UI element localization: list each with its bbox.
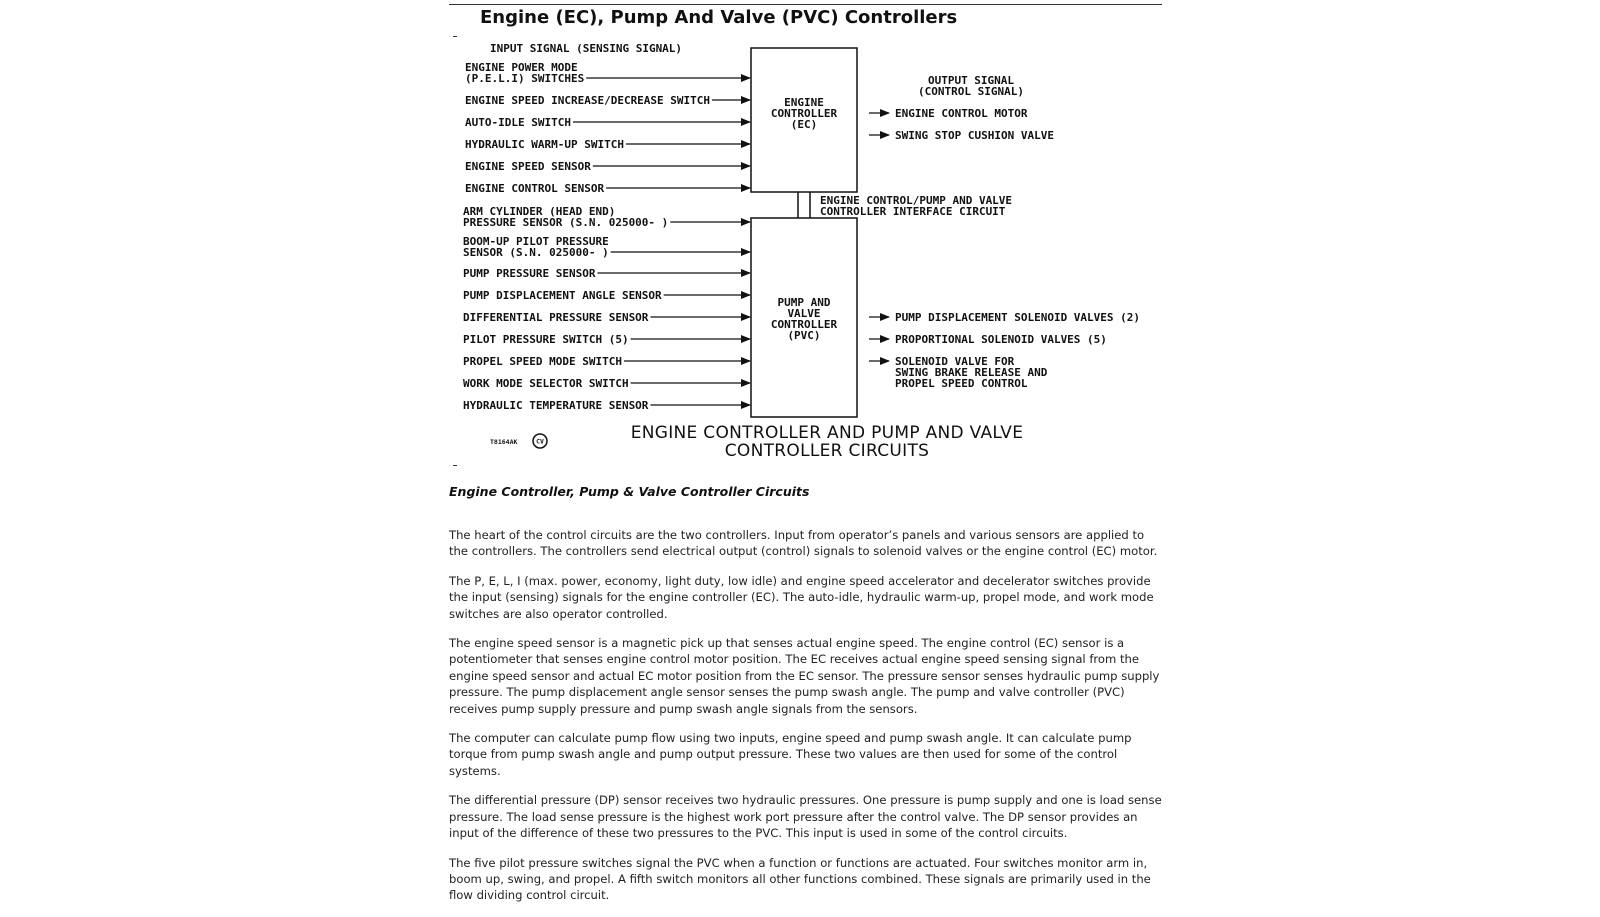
pvc-box-label-2: VALVE	[787, 307, 821, 320]
pvc-output-label: PROPORTIONAL SOLENOID VALVES (5)	[895, 333, 1107, 346]
diagram-caption-line-2: CONTROLLER CIRCUITS	[724, 441, 930, 461]
pvc-input-label: PRESSURE SENSOR (S.N. 025000- )	[463, 216, 669, 229]
paragraph: The computer can calculate pump flow using two inputs, engine speed and pump swash angle. It can calculate pump torque from pump swash angle and pump output pressure. These two values are then used for some of the control systems.	[449, 731, 1132, 778]
paragraph: The P, E, L, I (max. power, economy, light duty, low idle) and engine speed accelerator and decelerator switches provide the input (sensing) signals for the engine controller (EC). The auto-idle, hydraulic warm-up, propel mode, and work mode switches are also operator controlled.	[449, 573, 1154, 621]
pvc-output-label: PROPEL SPEED CONTROL	[895, 377, 1028, 390]
pvc-output-label: SOLENOID VALVE FOR	[895, 355, 1015, 368]
pvc-input-label: PUMP PRESSURE SENSOR	[463, 267, 596, 280]
paragraph: The heart of the control circuits are the two controllers. Input from operator’s panels and various sensors are applied to the controllers. The controllers send electrical output (control) signals to solenoid valves or the engine control (EC) motor.	[449, 528, 1158, 559]
page-title: Engine (EC), Pump And Valve (PVC) Controllers	[480, 7, 958, 28]
pvc-input-label: PROPEL SPEED MODE SWITCH	[463, 355, 622, 368]
paragraph: The engine speed sensor is a magnetic pick up that senses actual engine speed. The engine control (EC) sensor is a potentiometer that senses engine control motor position. The EC receives actual engine speed sensing signal from the engine speed sensor and actual EC motor position from the EC sensor. The pressure sensor senses hydraulic pump supply pressure. The pump displacement angle sensor senses the pump swash angle. The pump and valve controller (PVC) receives pump supply pressure and pump swash angle signals from the sensors.	[449, 636, 1160, 716]
ec-input-label: ENGINE SPEED SENSOR	[465, 160, 591, 173]
pvc-input-label: BOOM-UP PILOT PRESSURE	[463, 235, 609, 248]
ec-box-label-3: (EC)	[790, 118, 818, 131]
ec-output-signals	[869, 107, 1054, 142]
ec-output-label: SWING STOP CUSHION VALVE	[895, 129, 1054, 142]
interface-label-2: CONTROLLER INTERFACE CIRCUIT	[820, 205, 1006, 218]
margin-dash-top	[453, 36, 457, 37]
output-signal-header-2: (CONTROL SIGNAL)	[918, 85, 1024, 98]
pvc-output-label: SWING BRAKE RELEASE AND	[895, 366, 1048, 379]
pvc-input-label: HYDRAULIC TEMPERATURE SENSOR	[463, 399, 649, 412]
figure-caption: Engine Controller, Pump & Valve Controller Circuits	[449, 484, 810, 499]
input-signal-header: INPUT SIGNAL (SENSING SIGNAL)	[490, 42, 683, 55]
paragraph: The five pilot pressure switches signal the PVC when a function or functions are actuated. Four switches monitor arm in, boom up, swing, and propel. A fifth switch monitors all other functions combined. These signals are primarily used in the flow dividing control circuit.	[449, 855, 1151, 903]
pvc-input-label: PILOT PRESSURE SWITCH (5)	[463, 333, 629, 346]
ec-input-label: AUTO-IDLE SWITCH	[465, 116, 571, 129]
pvc-output-signals	[869, 311, 1140, 390]
pvc-output-label: PUMP DISPLACEMENT SOLENOID VALVES (2)	[895, 311, 1141, 324]
pvc-box-label-4: (PVC)	[787, 329, 821, 342]
ec-input-label: ENGINE CONTROL SENSOR	[465, 182, 605, 195]
pvc-input-label: DIFFERENTIAL PRESSURE SENSOR	[463, 311, 649, 324]
output-signal-header-1: OUTPUT SIGNAL	[927, 74, 1015, 87]
pvc-input-label: SENSOR (S.N. 025000- )	[463, 246, 609, 259]
ec-input-signals	[465, 61, 750, 195]
paragraph: The differential pressure (DP) sensor receives two hydraulic pressures. One pressure is pump supply and one is load sense pressure. The load sense pressure is the highest work port pressure after the control valve. The DP sensor provides an input of the difference of these two pressures to the PVC. This input is used in some of the control circuits.	[449, 793, 1162, 841]
ec-output-label: ENGINE CONTROL MOTOR	[895, 107, 1028, 120]
cv-stamp-label: CV	[536, 437, 544, 446]
ec-input-label: HYDRAULIC WARM-UP SWITCH	[465, 138, 624, 151]
interface-label-1: ENGINE CONTROL/PUMP AND VALVE	[820, 194, 1013, 207]
figure-id: T8164AK	[490, 438, 518, 446]
pvc-box-label-3: CONTROLLER	[770, 318, 838, 331]
ec-box-label-1: ENGINE	[784, 96, 824, 109]
ec-input-label: ENGINE SPEED INCREASE/DECREASE SWITCH	[465, 94, 711, 107]
pvc-box-label-1: PUMP AND	[777, 296, 831, 309]
pvc-input-signals	[463, 205, 750, 412]
body-text	[449, 527, 1164, 917]
diagram-caption-line-1: ENGINE CONTROLLER AND PUMP AND VALVE	[630, 423, 1024, 443]
margin-dash-bottom	[453, 465, 457, 466]
ec-input-label: (P.E.L.I) SWITCHES	[465, 72, 585, 85]
pvc-input-label: PUMP DISPLACEMENT ANGLE SENSOR	[463, 289, 662, 302]
pvc-input-label: ARM CYLINDER (HEAD END)	[463, 205, 616, 218]
ec-box-label-2: CONTROLLER	[770, 107, 838, 120]
ec-input-label: ENGINE POWER MODE	[465, 61, 578, 74]
pvc-input-label: WORK MODE SELECTOR SWITCH	[463, 377, 629, 390]
